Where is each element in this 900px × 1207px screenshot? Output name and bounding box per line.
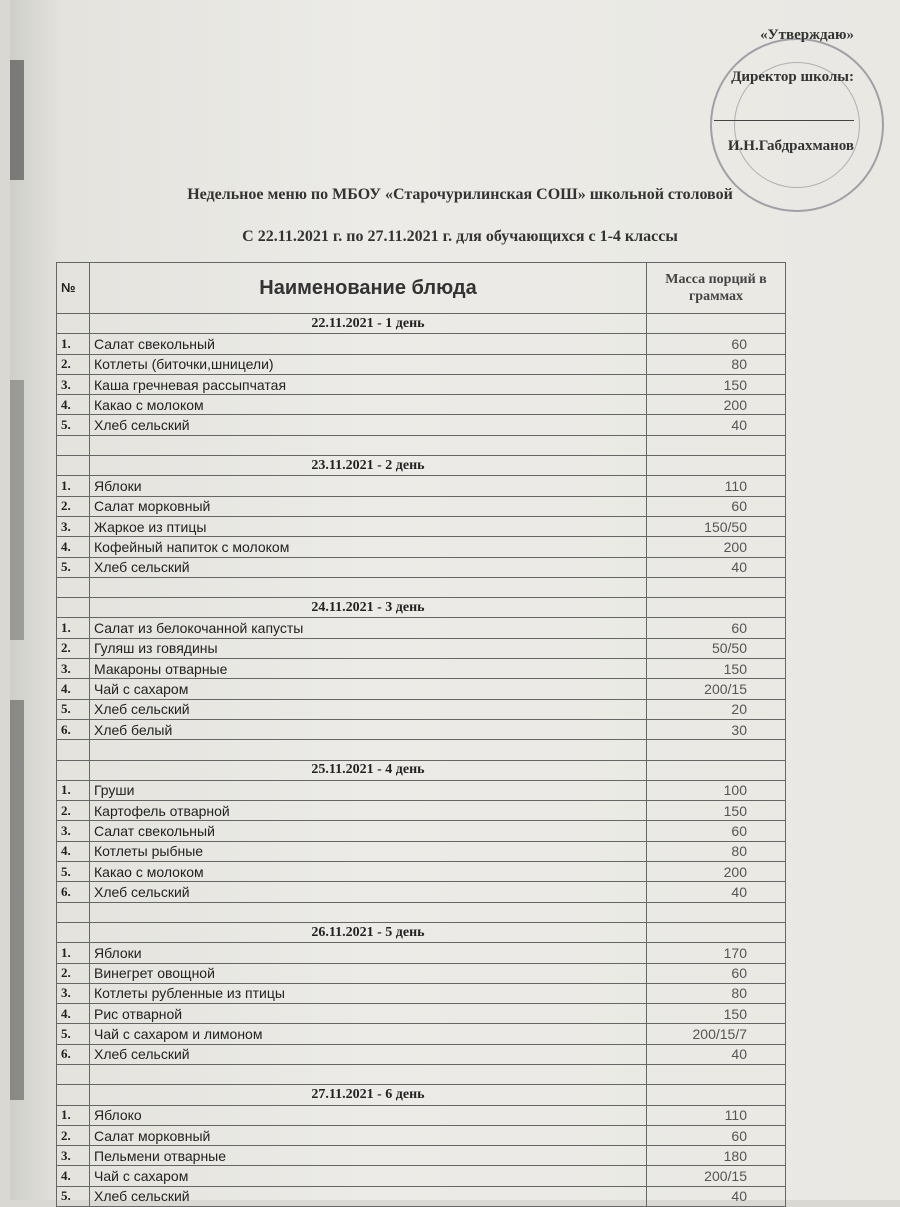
item-number: 1. (57, 618, 90, 638)
portion-mass: 40 (647, 882, 786, 902)
portion-mass: 40 (647, 415, 786, 435)
document-subtitle: С 22.11.2021 г. по 27.11.2021 г. для обучающихся с 1-4 классы (242, 228, 678, 245)
day-header-row (57, 922, 786, 942)
table-row (57, 476, 786, 496)
portion-mass: 200/15 (647, 1166, 786, 1186)
day-num-cell (57, 922, 90, 942)
dish-name: Винегрет овощной (90, 963, 647, 983)
table-row (57, 1166, 786, 1186)
portion-mass: 80 (647, 983, 786, 1003)
dish-name: Кофейный напиток с молоком (90, 537, 647, 557)
portion-mass: 180 (647, 1146, 786, 1166)
spacer-row (57, 1064, 786, 1084)
table-row (57, 395, 786, 415)
empty-cell (647, 577, 786, 597)
empty-cell (57, 740, 90, 760)
dish-name: Яблоко (90, 1105, 647, 1125)
dish-name: Салат морковный (90, 496, 647, 516)
portion-mass: 150 (647, 659, 786, 679)
dish-name: Чай с сахаром и лимоном (90, 1024, 647, 1044)
day-label: 26.11.2021 - 5 день (90, 922, 647, 942)
day-header-row (57, 456, 786, 476)
table-row (57, 1125, 786, 1145)
portion-mass: 200/15 (647, 679, 786, 699)
portion-mass: 80 (647, 354, 786, 374)
dish-name: Салат морковный (90, 1125, 647, 1145)
item-number: 6. (57, 882, 90, 902)
dish-name: Яблоки (90, 943, 647, 963)
dish-name: Чай с сахаром (90, 1166, 647, 1186)
dish-name: Котлеты рубленные из птицы (90, 983, 647, 1003)
scan-artifact (10, 60, 24, 180)
portion-mass: 50/50 (647, 638, 786, 658)
portion-mass: 110 (647, 476, 786, 496)
portion-mass: 20 (647, 699, 786, 719)
item-number: 1. (57, 780, 90, 800)
item-number: 4. (57, 395, 90, 415)
scan-artifact (10, 700, 24, 1100)
item-number: 2. (57, 354, 90, 374)
item-number: 5. (57, 557, 90, 577)
item-number: 1. (57, 1105, 90, 1125)
approval-signatory: И.Н.Габдрахманов (727, 138, 854, 154)
dish-name: Какао с молоком (90, 862, 647, 882)
dish-name: Котлеты (биточки,шницели) (90, 354, 647, 374)
item-number: 3. (57, 516, 90, 536)
table-row (57, 983, 786, 1003)
table-row (57, 1004, 786, 1024)
signature-line (714, 110, 854, 121)
table-row (57, 699, 786, 719)
dish-name: Жаркое из птицы (90, 516, 647, 536)
portion-mass: 40 (647, 557, 786, 577)
table-row (57, 841, 786, 861)
menu-table-body (57, 314, 786, 1207)
table-row (57, 354, 786, 374)
day-mass-cell (647, 456, 786, 476)
approval-title: «Утверждаю» (760, 27, 854, 43)
day-label: 22.11.2021 - 1 день (90, 314, 647, 334)
dish-name: Салат из белокочанной капусты (90, 618, 647, 638)
day-num-cell (57, 760, 90, 780)
empty-cell (57, 577, 90, 597)
portion-mass: 80 (647, 841, 786, 861)
dish-name: Гуляш из говядины (90, 638, 647, 658)
table-row (57, 496, 786, 516)
dish-name: Хлеб сельский (90, 557, 647, 577)
empty-cell (90, 902, 647, 922)
portion-mass: 60 (647, 334, 786, 354)
empty-cell (90, 435, 647, 455)
item-number: 5. (57, 1024, 90, 1044)
spacer-row (57, 902, 786, 922)
portion-mass: 110 (647, 1105, 786, 1125)
day-mass-cell (647, 314, 786, 334)
dish-name: Хлеб белый (90, 719, 647, 739)
table-row (57, 638, 786, 658)
dish-name: Хлеб сельский (90, 415, 647, 435)
dish-name: Каша гречневая рассыпчатая (90, 374, 647, 394)
day-header-row (57, 598, 786, 618)
day-num-cell (57, 598, 90, 618)
empty-cell (90, 577, 647, 597)
table-row (57, 780, 786, 800)
item-number: 4. (57, 1004, 90, 1024)
item-number: 6. (57, 1044, 90, 1064)
day-mass-cell (647, 598, 786, 618)
portion-mass: 60 (647, 1125, 786, 1145)
day-header-row (57, 760, 786, 780)
item-number: 5. (57, 415, 90, 435)
item-number: 2. (57, 638, 90, 658)
day-mass-cell (647, 760, 786, 780)
day-label: 24.11.2021 - 3 день (90, 598, 647, 618)
table-row (57, 882, 786, 902)
table-row (57, 1186, 786, 1206)
item-number: 2. (57, 963, 90, 983)
table-header-row (57, 263, 786, 314)
table-row (57, 557, 786, 577)
table-row (57, 719, 786, 739)
spacer-row (57, 740, 786, 760)
table-row (57, 1024, 786, 1044)
portion-mass: 60 (647, 963, 786, 983)
dish-name: Картофель отварной (90, 801, 647, 821)
item-number: 4. (57, 841, 90, 861)
table-row (57, 334, 786, 354)
table-row (57, 1044, 786, 1064)
day-mass-cell (647, 922, 786, 942)
item-number: 1. (57, 334, 90, 354)
document-title: Недельное меню по МБОУ «Старочурилинская СОШ» школьной столовой (187, 186, 733, 203)
table-row (57, 862, 786, 882)
dish-name: Хлеб сельский (90, 1044, 647, 1064)
dish-name: Салат свекольный (90, 334, 647, 354)
empty-cell (57, 902, 90, 922)
item-number: 5. (57, 699, 90, 719)
item-number: 5. (57, 1186, 90, 1206)
dish-name: Хлеб сельский (90, 1186, 647, 1206)
table-row (57, 821, 786, 841)
dish-name: Салат свекольный (90, 821, 647, 841)
dish-name: Котлеты рыбные (90, 841, 647, 861)
portion-mass: 200 (647, 395, 786, 415)
portion-mass: 200/15/7 (647, 1024, 786, 1044)
item-number: 2. (57, 496, 90, 516)
portion-mass: 60 (647, 496, 786, 516)
dish-name: Какао с молоком (90, 395, 647, 415)
table-row (57, 618, 786, 638)
empty-cell (57, 435, 90, 455)
day-label: 25.11.2021 - 4 день (90, 760, 647, 780)
table-row (57, 415, 786, 435)
empty-cell (90, 740, 647, 760)
table-row (57, 1105, 786, 1125)
approval-position: Директор школы: (731, 69, 854, 85)
empty-cell (647, 902, 786, 922)
table-row (57, 516, 786, 536)
item-number: 4. (57, 679, 90, 699)
day-mass-cell (647, 1085, 786, 1105)
item-number: 5. (57, 862, 90, 882)
menu-table (56, 262, 786, 1207)
table-row (57, 1146, 786, 1166)
item-number: 4. (57, 537, 90, 557)
portion-mass: 40 (647, 1044, 786, 1064)
portion-mass: 200 (647, 862, 786, 882)
portion-mass: 40 (647, 1186, 786, 1206)
day-header-row (57, 314, 786, 334)
table-row (57, 679, 786, 699)
dish-name: Груши (90, 780, 647, 800)
empty-cell (57, 1064, 90, 1084)
dish-name: Хлеб сельский (90, 882, 647, 902)
portion-mass: 150 (647, 801, 786, 821)
table-row (57, 537, 786, 557)
item-number: 1. (57, 476, 90, 496)
spacer-row (57, 577, 786, 597)
table-row (57, 963, 786, 983)
portion-mass: 200 (647, 537, 786, 557)
portion-mass: 150 (647, 374, 786, 394)
dish-name: Яблоки (90, 476, 647, 496)
table-row (57, 801, 786, 821)
item-number: 1. (57, 943, 90, 963)
dish-name: Пельмени отварные (90, 1146, 647, 1166)
day-label: 27.11.2021 - 6 день (90, 1085, 647, 1105)
portion-mass: 60 (647, 821, 786, 841)
document-page (10, 0, 900, 1205)
day-label: 23.11.2021 - 2 день (90, 456, 647, 476)
header-num: № (57, 263, 90, 314)
day-num-cell (57, 314, 90, 334)
portion-mass: 60 (647, 618, 786, 638)
item-number: 3. (57, 1146, 90, 1166)
item-number: 3. (57, 374, 90, 394)
spacer-row (57, 435, 786, 455)
empty-cell (90, 1064, 647, 1084)
portion-mass: 170 (647, 943, 786, 963)
empty-cell (647, 1064, 786, 1084)
day-num-cell (57, 1085, 90, 1105)
item-number: 2. (57, 1125, 90, 1145)
table-row (57, 943, 786, 963)
item-number: 6. (57, 719, 90, 739)
dish-name: Макароны отварные (90, 659, 647, 679)
dish-name: Рис отварной (90, 1004, 647, 1024)
portion-mass: 150/50 (647, 516, 786, 536)
portion-mass: 150 (647, 1004, 786, 1024)
header-portion-mass: Масса порций в граммах (647, 263, 786, 314)
portion-mass: 30 (647, 719, 786, 739)
item-number: 3. (57, 659, 90, 679)
portion-mass: 100 (647, 780, 786, 800)
item-number: 3. (57, 821, 90, 841)
header-dish-name: Наименование блюда (90, 263, 647, 314)
item-number: 3. (57, 983, 90, 1003)
table-row (57, 659, 786, 679)
item-number: 2. (57, 801, 90, 821)
day-num-cell (57, 456, 90, 476)
empty-cell (647, 435, 786, 455)
dish-name: Чай с сахаром (90, 679, 647, 699)
scan-artifact (10, 380, 24, 640)
table-row (57, 374, 786, 394)
dish-name: Хлеб сельский (90, 699, 647, 719)
item-number: 4. (57, 1166, 90, 1186)
day-header-row (57, 1085, 786, 1105)
empty-cell (647, 740, 786, 760)
approval-block (594, 28, 854, 159)
